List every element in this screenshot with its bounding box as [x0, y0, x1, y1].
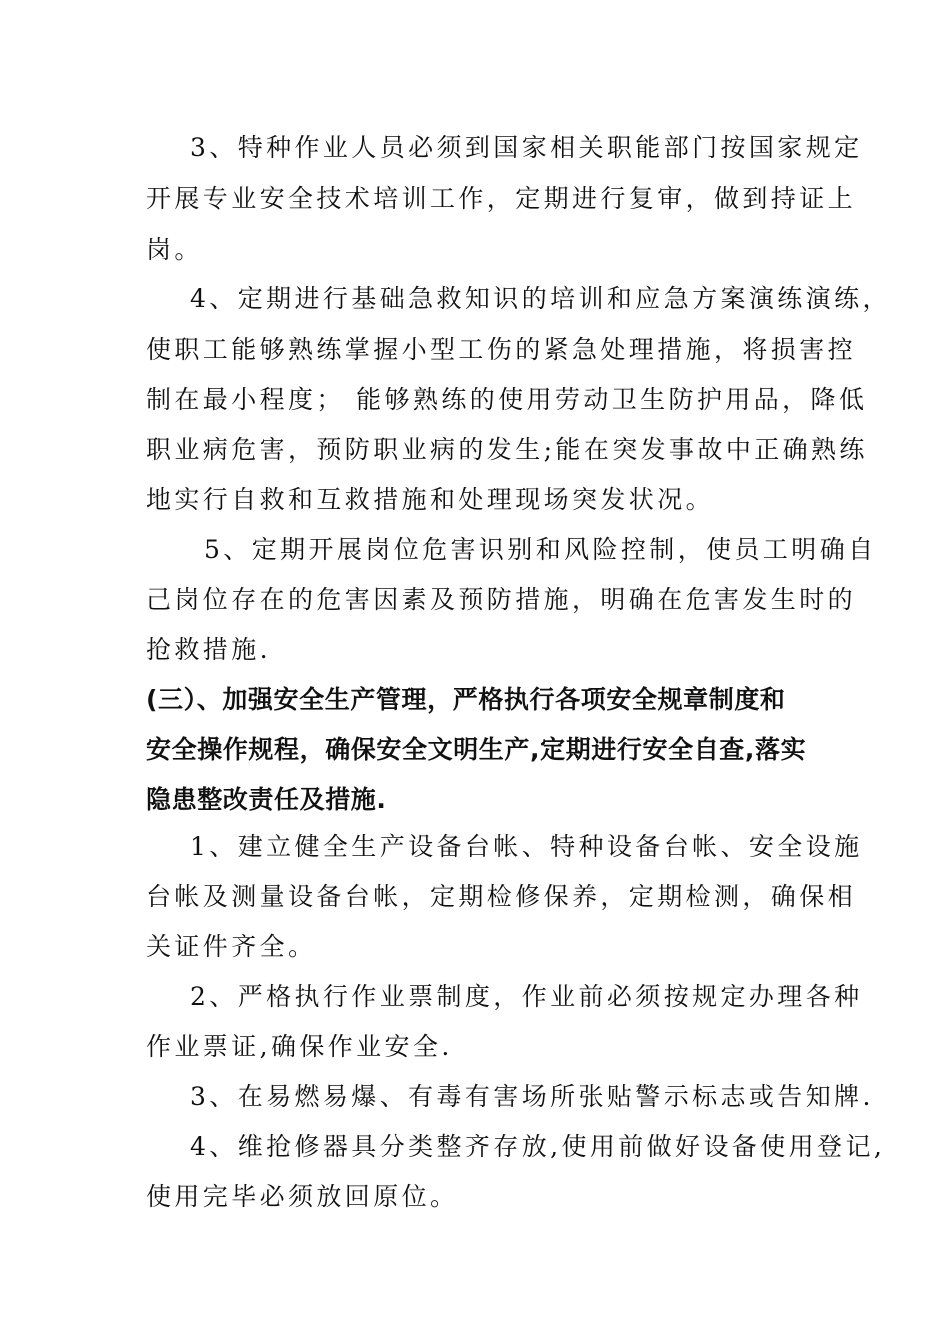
paragraph-line: 职业病危害，预防职业病的发生;能在突发事故中正确熟练: [146, 435, 868, 464]
paragraph-line: 岗。: [146, 235, 203, 264]
paragraph-line: 己岗位存在的危害因素及预防措施，明确在危害发生时的: [146, 585, 857, 614]
paragraph-line: 作业票证,确保作业安全.: [146, 1032, 453, 1061]
paragraph-line: 使职工能够熟练掌握小型工伤的紧急处理措施，将损害控: [146, 335, 857, 364]
paragraph-line: 关证件齐全。: [146, 932, 317, 961]
paragraph-line: 5、定期开展岗位危害识别和风险控制，使员工明确自: [204, 535, 877, 564]
paragraph-line: 4、维抢修器具分类整齐存放,使用前做好设备使用登记,: [190, 1132, 886, 1161]
paragraph-line: 3、在易燃易爆、有毒有害场所张贴警示标志或告知牌.: [190, 1082, 874, 1111]
paragraph-line: 4、定期进行基础急救知识的培训和应急方案演练演练，: [190, 284, 891, 313]
paragraph-line: 使用完毕必须放回原位。: [146, 1182, 459, 1211]
section-heading-line: 安全操作规程，确保安全文明生产,定期进行安全自查,落实: [146, 735, 807, 764]
paragraph-line: 3、特种作业人员必须到国家相关职能部门按国家规定: [190, 133, 863, 162]
paragraph-line: 制在最小程度； 能够熟练的使用劳动卫生防护用品，降低: [146, 385, 868, 414]
paragraph-line: 地实行自救和互救措施和处理现场突发状况。: [146, 485, 715, 514]
paragraph-line: 2、严格执行作业票制度，作业前必须按规定办理各种: [190, 982, 863, 1011]
paragraph-line: 1、建立健全生产设备台帐、特种设备台帐、安全设施: [190, 832, 863, 861]
paragraph-line: 抢救措施.: [146, 635, 271, 664]
section-heading-line: 隐患整改责任及措施.: [146, 785, 387, 814]
paragraph-line: 开展专业安全技术培训工作，定期进行复审，做到持证上: [146, 184, 857, 213]
section-heading-line: (三）、加强安全生产管理，严格执行各项安全规章制度和: [146, 685, 786, 714]
paragraph-line: 台帐及测量设备台帐，定期检修保养，定期检测，确保相: [146, 882, 857, 911]
